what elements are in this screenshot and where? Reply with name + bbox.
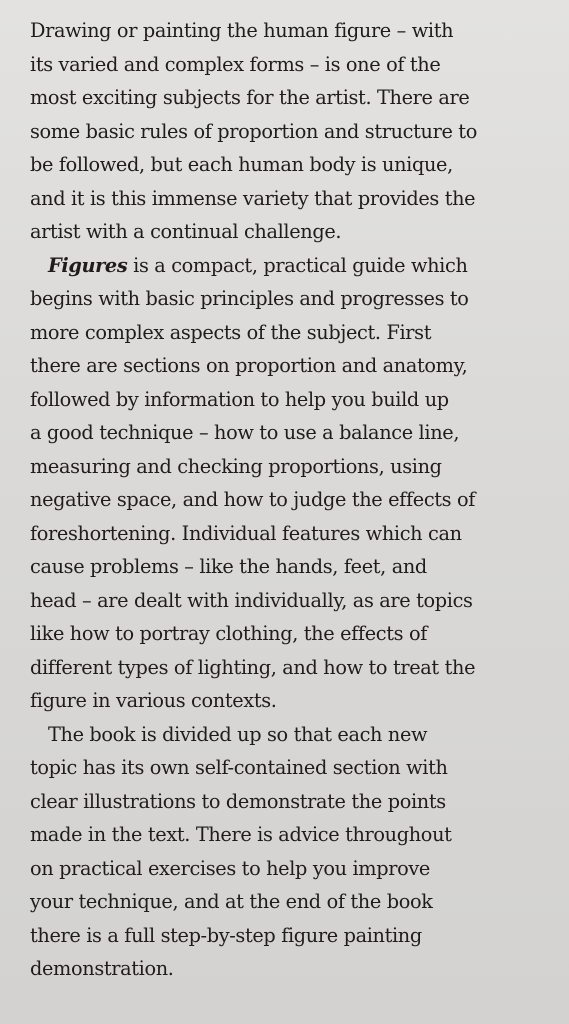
text-line: followed by information to help you build up xyxy=(30,387,449,411)
text-line: demonstration. xyxy=(30,957,174,980)
text-line: topic has its own self-contained section with xyxy=(30,756,448,779)
paragraph-2 xyxy=(30,249,560,718)
text-line: its varied and complex forms – is one of the xyxy=(30,52,441,76)
text-line xyxy=(30,249,560,283)
text-line: a good technique – how to use a balance line, xyxy=(30,421,460,444)
paragraph-3 xyxy=(30,718,560,986)
text-line: and it is this immense variety that provides the xyxy=(30,186,476,210)
text-line-rest: is a compact, practical guide which xyxy=(127,253,468,277)
text-line: more complex aspects of the subject. First xyxy=(30,320,432,344)
text-line: Drawing or painting the human figure – with xyxy=(30,19,454,42)
blurb-text xyxy=(30,14,560,986)
text-line: begins with basic principles and progresses to xyxy=(30,287,469,310)
text-line: most exciting subjects for the artist. There are xyxy=(30,86,470,109)
text-line: different types of lighting, and how to treat the xyxy=(30,655,476,679)
text-line: artist with a continual challenge. xyxy=(30,220,342,243)
text-line: like how to portray clothing, the effects of xyxy=(30,622,427,645)
text-line: your technique, and at the end of the book xyxy=(30,890,433,913)
book-title: Figures xyxy=(48,253,128,277)
text-line: made in the text. There is advice throughout xyxy=(30,823,452,846)
text-line: clear illustrations to demonstrate the points xyxy=(30,789,446,813)
paragraph-1 xyxy=(30,14,560,249)
text-line: head – are dealt with individually, as are topics xyxy=(30,588,473,612)
text-line: be followed, but each human body is unique, xyxy=(30,153,453,176)
text-line: cause problems – like the hands, feet, and xyxy=(30,555,427,578)
text-line: The book is divided up so that each new xyxy=(48,722,428,746)
text-line: foreshortening. Individual features which can xyxy=(30,521,462,545)
text-line: on practical exercises to help you improve xyxy=(30,856,430,880)
text-line: negative space, and how to judge the effects of xyxy=(30,488,476,511)
text-line: some basic rules of proportion and structure to xyxy=(30,119,477,143)
text-line: measuring and checking proportions, using xyxy=(30,454,442,478)
text-line: there are sections on proportion and anatomy, xyxy=(30,354,468,377)
text-line: there is a full step-by-step figure painting xyxy=(30,923,422,947)
text-line: figure in various contexts. xyxy=(30,689,277,712)
